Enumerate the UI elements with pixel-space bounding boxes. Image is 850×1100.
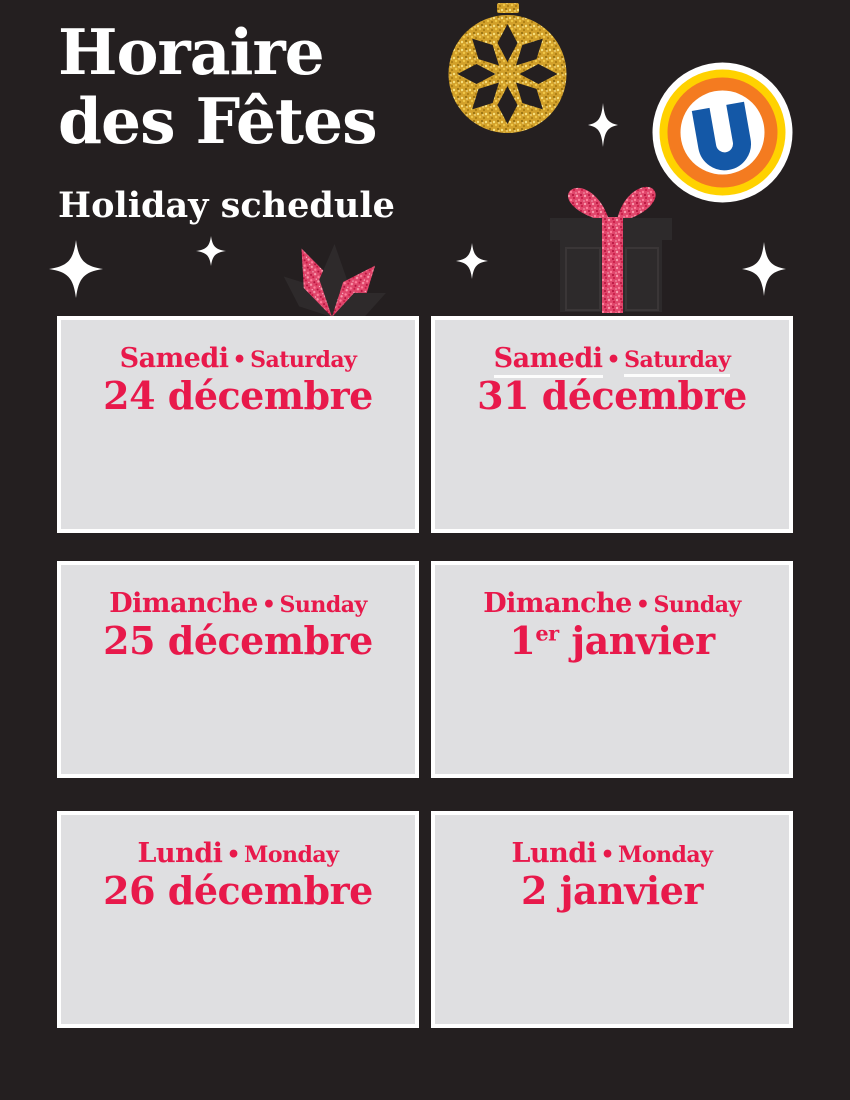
card-day-line xyxy=(435,590,789,618)
card-date xyxy=(61,373,415,419)
card-day-line xyxy=(61,840,415,868)
card-date xyxy=(435,373,789,419)
date-main: 31 décembre xyxy=(477,373,747,419)
day-french: Samedi xyxy=(119,343,229,374)
day-english: Saturday xyxy=(624,347,730,377)
date-main: 25 décembre xyxy=(103,618,373,664)
christmas-ornament-icon xyxy=(445,0,570,140)
bullet-separator: • xyxy=(635,592,650,618)
date-main: 2 janvier xyxy=(521,868,703,914)
sparkle-icon xyxy=(49,240,103,298)
sparkle-icon xyxy=(456,243,488,279)
schedule-card-dec25 xyxy=(57,561,419,778)
day-french: Lundi xyxy=(511,838,597,869)
bullet-separator: • xyxy=(606,347,621,373)
day-french: Dimanche xyxy=(483,588,632,619)
card-day-line xyxy=(61,590,415,618)
page-title-line2: des Fêtes xyxy=(58,84,377,159)
bullet-separator: • xyxy=(226,842,240,868)
bullet-separator: • xyxy=(261,592,276,618)
page-subtitle: Holiday schedule xyxy=(58,185,395,226)
day-french: Dimanche xyxy=(109,588,258,619)
card-date xyxy=(435,618,789,664)
bullet-separator: • xyxy=(600,842,614,868)
day-english: Sunday xyxy=(653,592,741,618)
day-french: Samedi xyxy=(494,343,603,378)
card-day-line xyxy=(61,345,415,373)
day-french: Lundi xyxy=(137,838,223,869)
day-english: Monday xyxy=(244,842,339,868)
card-day-line xyxy=(435,840,789,868)
card-day-line xyxy=(435,345,789,373)
card-date xyxy=(435,868,789,914)
day-english: Monday xyxy=(618,842,713,868)
day-english: Sunday xyxy=(279,592,367,618)
date-superscript: er xyxy=(535,620,559,646)
schedule-card-jan2 xyxy=(431,811,793,1028)
date-main: 24 décembre xyxy=(103,373,373,419)
card-date xyxy=(61,618,415,664)
sparkle-icon xyxy=(196,236,226,266)
card-date xyxy=(61,868,415,914)
date-rest: janvier xyxy=(558,618,715,664)
page-title xyxy=(58,15,377,159)
schedule-card-dec24 xyxy=(57,316,419,533)
schedule-card-dec26 xyxy=(57,811,419,1028)
date-main: 26 décembre xyxy=(103,868,373,914)
page-title-line1: Horaire xyxy=(58,15,324,89)
day-english: Saturday xyxy=(250,347,357,373)
bullet-separator: • xyxy=(232,347,247,373)
sparkle-icon xyxy=(742,242,786,296)
gift-icon xyxy=(543,178,678,313)
schedule-card-dec31 xyxy=(431,316,793,533)
schedule-card-jan1 xyxy=(431,561,793,778)
sparkle-icon xyxy=(588,103,618,147)
date-main: 1 xyxy=(509,618,536,664)
petal-fan-icon xyxy=(258,233,410,317)
